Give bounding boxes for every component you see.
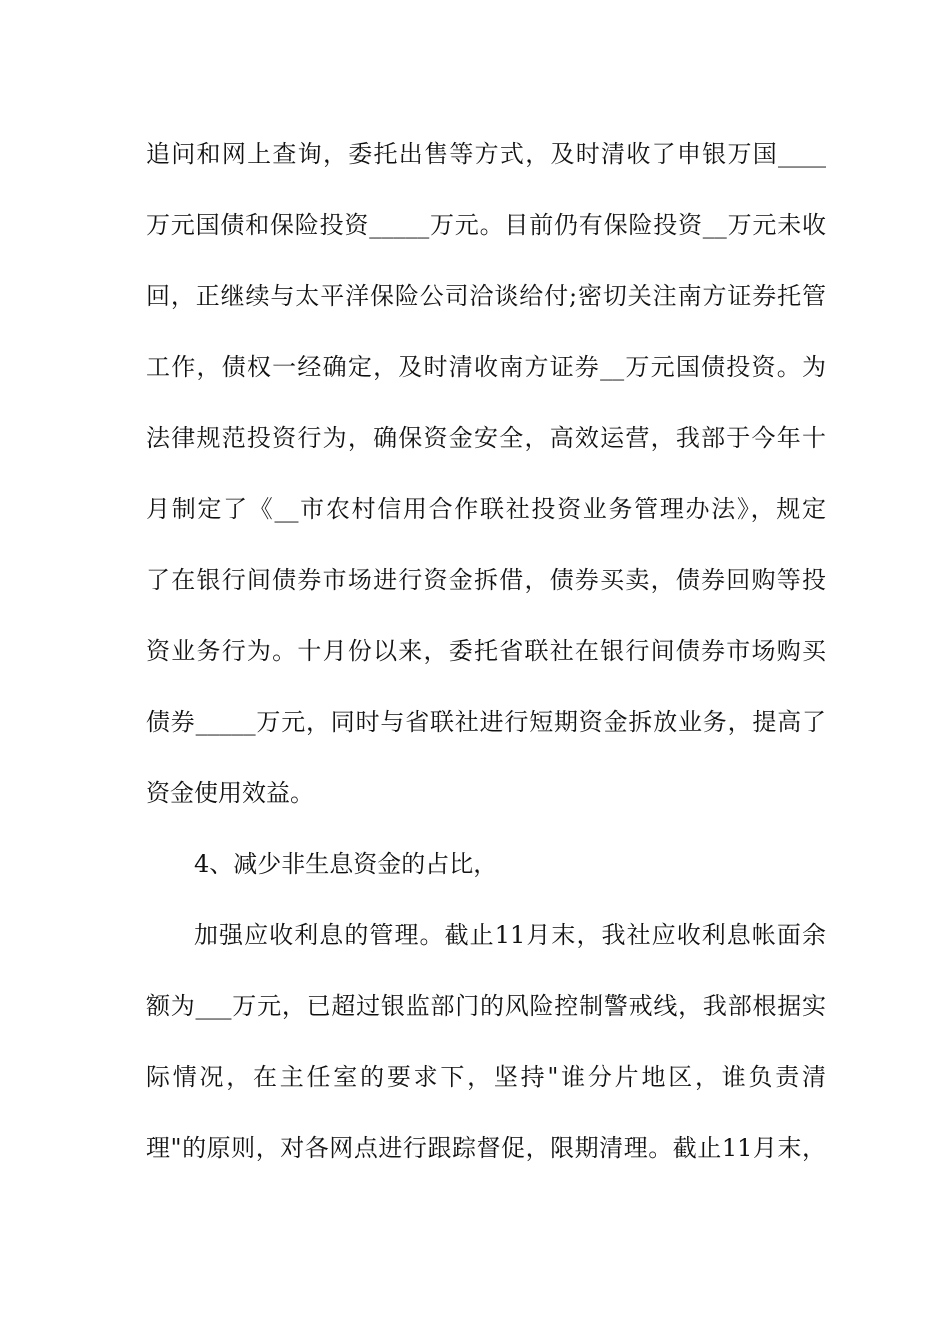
section-heading: 4、减少非生息资金的占比， xyxy=(194,850,498,878)
body-text-line: 际情况，在主任室的要求下，坚持"谁分片地区，谁负责清 xyxy=(146,1063,826,1091)
body-text-line: 法律规范投资行为，确保资金安全，高效运营，我部于今年十 xyxy=(146,424,826,452)
body-text-line: 追问和网上查询，委托出售等方式，及时清收了申银万国____ xyxy=(146,140,826,168)
body-text-line: 月制定了《__市农村信用合作联社投资业务管理办法》，规定 xyxy=(146,495,826,523)
body-text-line: 资业务行为。十月份以来，委托省联社在银行间债券市场购买 xyxy=(146,637,826,665)
body-text-line: 工作，债权一经确定，及时清收南方证券__万元国债投资。为 xyxy=(146,353,826,381)
body-text-line: 万元国债和保险投资_____万元。目前仍有保险投资__万元未收 xyxy=(146,211,826,239)
body-text-line: 资金使用效益。 xyxy=(146,779,314,807)
body-text-line: 回，正继续与太平洋保险公司洽谈给付;密切关注南方证券托管 xyxy=(146,282,826,310)
body-text-line: 债券_____万元，同时与省联社进行短期资金拆放业务，提高了 xyxy=(146,708,826,736)
body-text-line: 理"的原则，对各网点进行跟踪督促，限期清理。截止11月末， xyxy=(146,1134,826,1162)
body-text-line: 额为___万元，已超过银监部门的风险控制警戒线，我部根据实 xyxy=(146,992,826,1020)
body-text-line: 了在银行间债券市场进行资金拆借，债券买卖，债券回购等投 xyxy=(146,566,826,594)
body-text-line: 加强应收利息的管理。截止11月末，我社应收利息帐面余 xyxy=(194,921,826,949)
